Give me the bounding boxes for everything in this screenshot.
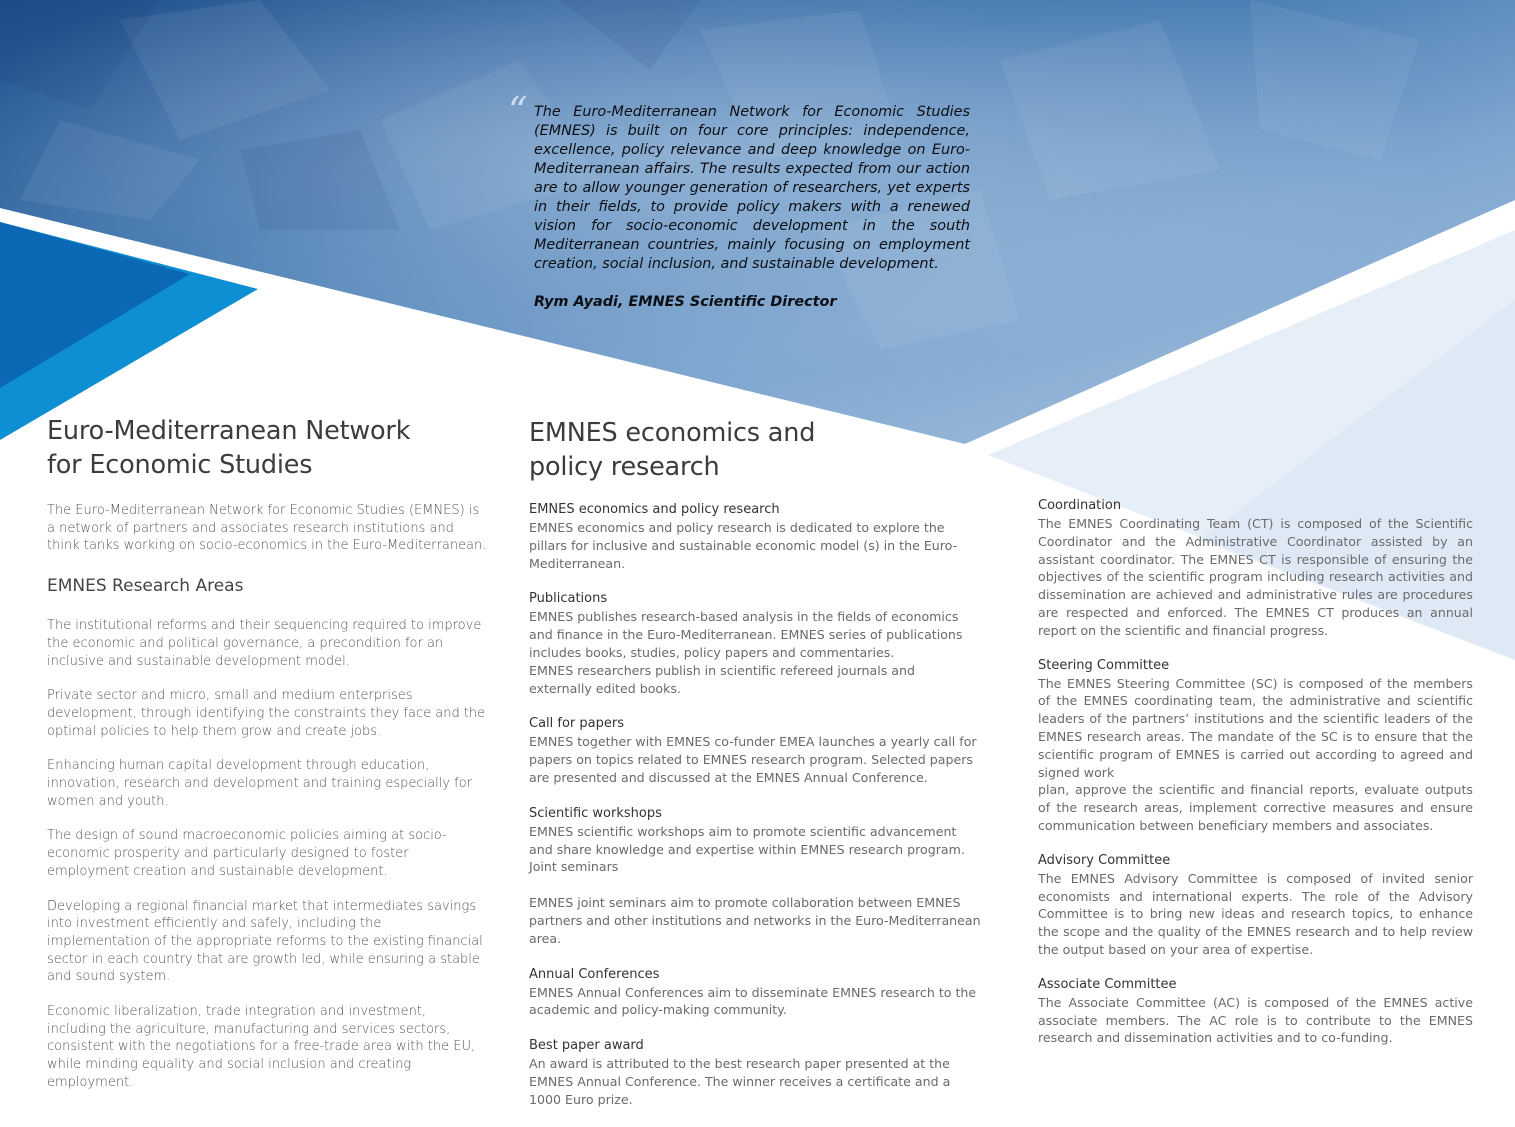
section-body: EMNES joint seminars aim to promote collaboration between EMNES partners and other institutions and networks in the Euro-Mediterranean area. <box>529 895 981 946</box>
research-area-item: Developing a regional financial market that intermediates savings into investment efficiently and safely, including the implementation of the appropriate reforms to the existing financial sector in each country that are growth led, while ensuring a stable and sound system. <box>47 898 483 985</box>
section-body: The EMNES Steering Committee (SC) is composed of the members of the EMNES coordinating team, the administrative and scientific leaders of the partners’ institutions and the scientific leaders of the EMNES research areas. The mandate of the SC is to ensure that the scientific program of EMNES is carried out according to agreed and signed work <box>1038 675 1473 780</box>
section-economics-policy-research <box>529 501 981 572</box>
middle-title-line-1: EMNES economics and <box>529 418 816 448</box>
middle-sections <box>529 501 981 1109</box>
right-column <box>1038 497 1473 1064</box>
section-steering-committee <box>1038 657 1473 835</box>
section-annual-conferences <box>529 966 981 1020</box>
middle-column <box>529 416 981 1127</box>
research-area-item: Economic liberalization, trade integration and investment, including the agriculture, manufacturing and services sectors, consistent with the negotiations for a free-trade area with the EU, while minding equality and social inclusion and creating employment. <box>47 1004 476 1090</box>
section-call-for-papers <box>529 715 981 786</box>
section-associate-committee <box>1038 976 1473 1047</box>
section-body: The EMNES Coordinating Team (CT) is composed of the Scientific Coordinator and the Administrative Coordinator assisted by an assistant coordinator. The EMNES CT is responsible of ensuring the objectives of the scientific program including research activities and dissemination are achieved and administrative rules are procedures are respected and enforced. The EMNES CT produces an annual report on the scientific and financial progress. <box>1038 516 1473 638</box>
left-column <box>47 414 487 1109</box>
section-body: EMNES publishes research-based analysis in the fields of economics and finance in the Euro-Mediterranean. EMNES series of publications includes books, studies, policy papers and commentaries. <box>529 609 963 660</box>
section-publications <box>529 590 981 697</box>
quote-mark-icon: “ <box>508 89 528 133</box>
middle-title <box>529 416 981 484</box>
research-area-item: Enhancing human capital development through education, innovation, research and development and training especially for women and youth. <box>47 758 473 809</box>
left-title-line-1: Euro-Mediterranean Network <box>47 416 411 446</box>
left-title <box>47 414 487 482</box>
research-areas-heading: EMNES Research Areas <box>47 576 244 597</box>
section-body: EMNES economics and policy research is dedicated to explore the pillars for inclusive and sustainable economic model (s) in the Euro-Mediterranean. <box>529 520 958 571</box>
section-advisory-committee <box>1038 852 1473 959</box>
section-joint-seminars <box>529 894 981 947</box>
section-body: plan, approve the scientific and financial reports, evaluate outputs of the research areas, implement corrective measures and ensure communication between beneficiary members and associates. <box>1038 782 1473 833</box>
research-area-item: Private sector and micro, small and medium enterprises development, through identifying the constraints they face and the optimal policies to help them grow and create jobs. <box>47 688 486 739</box>
quote-text: The Euro-Mediterranean Network for Economic Studies (EMNES) is built on four core principles: independence, excellence, policy relevance and deep knowledge on Euro-Mediterranean affairs. The results expected from our action are to allow younger generation of researchers, yet experts in their fields, to provide policy makers with a renewed vision for socio-economic development in the south Mediterranean countries, mainly focusing on employment creation, social inclusion, and sustainable development. <box>534 104 970 272</box>
research-area-item: The design of sound macroeconomic policies aiming at socio-economic prosperity and particularly designed to foster employment creation and sustainable development. <box>47 828 447 879</box>
intro-paragraph: The Euro-Mediterranean Network for Economic Studies (EMNES) is a network of partners and associates research institutions and think tanks working on socio-economics in the Euro-Mediterranean. <box>47 503 487 554</box>
section-body: An award is attributed to the best research paper presented at the EMNES Annual Conference. The winner receives a certificate and a 1000 Euro prize. <box>529 1056 951 1107</box>
section-title: Scientific workshops <box>529 805 662 821</box>
section-body: EMNES together with EMNES co-funder EMEA launches a yearly call for papers on topics related to EMNES research program. Selected papers are presented and discussed at the EMNES Annual Conference. <box>529 734 977 785</box>
section-body: EMNES scientific workshops aim to promote scientific advancement and share knowledge and expertise within EMNES research program. <box>529 823 965 857</box>
left-title-line-2: for Economic Studies <box>47 450 313 480</box>
section-title: Call for papers <box>529 716 624 732</box>
section-body: EMNES researchers publish in scientific refereed journals and externally edited books. <box>529 662 916 696</box>
pull-quote <box>534 103 970 312</box>
section-body: EMNES Annual Conferences aim to disseminate EMNES research to the academic and policy-making community. <box>529 984 977 1018</box>
section-best-paper-award <box>529 1037 981 1108</box>
section-title: Advisory Committee <box>1038 852 1171 868</box>
section-body: The EMNES Advisory Committee is composed of invited senior economists and international experts. The role of the Advisory Committee is to bring new ideas and research topics, to enhance the scope and the quality of the EMNES research and to help review the output based on your area of expertise. <box>1038 870 1473 957</box>
section-title: Publications <box>529 591 608 607</box>
research-area-item: The institutional reforms and their sequencing required to improve the economic and political governance, a precondition for an inclusive and sustainable development model. <box>47 618 482 669</box>
section-scientific-workshops <box>529 805 981 876</box>
section-title: Annual Conferences <box>529 966 660 982</box>
section-coordination <box>1038 497 1473 640</box>
middle-title-line-2: policy research <box>529 452 720 482</box>
section-title: EMNES economics and policy research <box>529 502 780 517</box>
section-title: Best paper award <box>529 1038 644 1054</box>
section-body: Joint seminars <box>529 859 619 875</box>
quote-author: Rym Ayadi, EMNES Scientific Director <box>534 294 837 310</box>
section-body: The Associate Committee (AC) is composed of the EMNES active associate members. The AC role is to contribute to the EMNES research and dissemination activities and to co-funding. <box>1038 994 1473 1046</box>
section-title: Steering Committee <box>1038 657 1170 673</box>
section-title: Coordination <box>1038 498 1122 513</box>
section-title: Associate Committee <box>1038 976 1177 992</box>
